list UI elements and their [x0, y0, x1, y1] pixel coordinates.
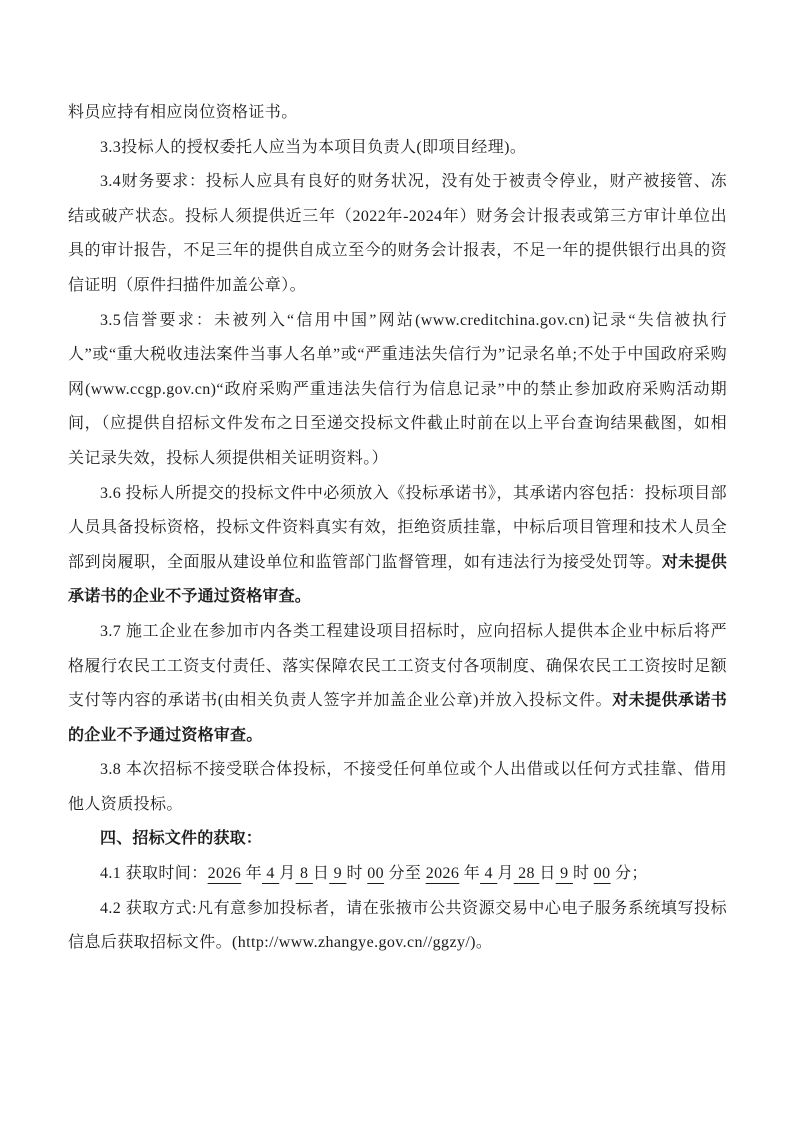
form-blank-value: 8: [295, 865, 313, 883]
text-run: 料员应持有相应岗位资格证书。: [68, 104, 298, 121]
form-blank-value: 00: [367, 865, 385, 883]
text-run: 日: [312, 865, 330, 883]
text-run: 3.4财务要求：投标人应具有良好的财务状况，没有处于被责令停业，财产被接管、冻结或破产状态。投标人须提供近三年（2022年-2024年）财务会计报表或第三方审计单位出具的审计报告，不足三年的提供自成立至今的财务会计报表，不足一年的提供银行出具的资信证明（原件扫描件加盖公章）。: [68, 173, 727, 294]
clause-3-4: [68, 165, 727, 303]
text-run: 3.8 本次招标不接受联合体投标，不接受任何单位或个人出借或以任何方式挂靠、借用他人资质投标。: [68, 761, 727, 813]
form-blank-value: 9: [329, 865, 347, 883]
section-4-heading: [68, 822, 727, 857]
text-run: 年: [459, 865, 481, 883]
clause-3-7: [68, 615, 727, 753]
form-blank-value: 4: [480, 865, 498, 883]
clause-3-6: [68, 477, 727, 615]
text-run: 4.1 获取时间：: [100, 865, 208, 883]
clause-4-1: [68, 857, 727, 892]
form-blank-value: 2026: [207, 865, 242, 883]
text-run: 3.6 投标人所提交的投标文件中必须放入《投标承诺书》，其承诺内容包括：投标项目部人员具备投标资格，投标文件资料真实有效，拒绝资质挂靠，中标后项目管理和技术人员全部到岗履职，全面服从建设单位和监管部门监督管理，如有违法行为接受处罚等。: [68, 484, 727, 571]
emphasis-text: 对未提供承诺书的企业不予通过资格审查。: [68, 553, 727, 606]
clause-3-5: [68, 304, 727, 477]
text-run: 3.3投标人的授权委托人应当为本项目负责人(即项目经理)。: [100, 138, 527, 156]
text-run: 4.2 获取方式:凡有意参加投标者，请在张掖市公共资源交易中心电子服务系统填写投标信息后获取招标文件。(http://www.zhangye.gov.cn//ggzy/)。: [68, 899, 727, 952]
text-run: 分至: [384, 865, 426, 883]
clause-3-8: [68, 753, 727, 822]
clause-4-2: [68, 892, 727, 961]
text-run: 日: [539, 865, 556, 883]
emphasis-text: 四、招标文件的获取：: [100, 830, 263, 848]
text-run: 时: [346, 865, 368, 883]
form-blank-value: 4: [262, 865, 280, 883]
form-blank-value: 00: [593, 865, 611, 883]
clause-3-3: [68, 131, 727, 166]
text-run: 3.7 施工企业在参加市内各类工程建设项目招标时，应向招标人提供本企业中标后将严格履行农民工工资支付责任、落实保障农民工工资支付各项制度、确保农民工工资按时足额支付等内容的承诺书(由相关负责人签字并加盖企业公章)并放入投标文件。: [68, 622, 727, 710]
text-run: 时: [572, 865, 594, 883]
text-run: 月: [279, 865, 296, 883]
text-run: 月: [497, 865, 514, 883]
document-body: [68, 96, 727, 961]
form-blank-value: 2026: [425, 865, 460, 883]
form-blank-value: 9: [555, 865, 573, 883]
text-run: 分；: [610, 865, 648, 883]
form-blank-value: 28: [513, 865, 540, 883]
text-run: 年: [241, 865, 263, 883]
paragraph-continuation: [68, 96, 727, 131]
emphasis-text: 对未提供承诺书的企业不予通过资格审查。: [68, 692, 727, 744]
text-run: 3.5信誉要求：未被列入“信用中国”网站(www.creditchina.gov.cn)记录“失信被执行人”或“重大税收违法案件当事人名单”或“严重违法失信行为”记录名单;不处于中国政府采购网(www.ccgp.gov.cn)“政府采购严重违法失信行为信息记录”中的禁止参加政府采购活动期间，（应提供自招标文件发布之日至递交投标文件截止时前在以上平台查询结果截图，如相关记录失效，投标人须提供相关证明资料。）: [68, 311, 727, 467]
